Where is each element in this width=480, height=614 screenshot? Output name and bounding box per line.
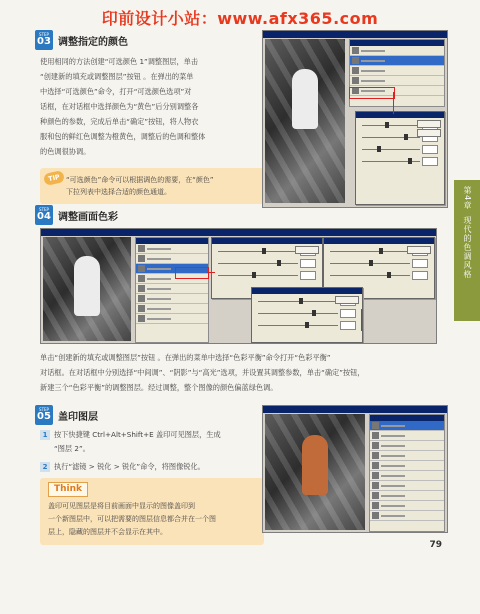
layer-row: [136, 284, 208, 294]
window-titlebar: [263, 406, 447, 413]
step-03-title: 调整指定的颜色: [58, 36, 128, 48]
layer-row: [370, 441, 444, 451]
layer-row-selected: [370, 421, 444, 431]
dialog-button: [417, 120, 441, 128]
layer-row: [350, 76, 444, 86]
step-05-screenshot: [262, 405, 448, 533]
chapter-side-tab: [454, 180, 480, 321]
step-label: STEP: [39, 207, 49, 212]
slider-row: [362, 157, 438, 166]
window-titlebar: [41, 229, 436, 236]
step-04-heading: [35, 205, 118, 225]
tip-badge: TIP: [43, 170, 65, 186]
layer-row: [350, 46, 444, 56]
highlight-box: [349, 87, 395, 99]
layer-row: [136, 244, 208, 254]
layer-row-selected: [350, 56, 444, 66]
step-05-item-2: [40, 460, 255, 474]
body-line: 使用相同的方法创建“可选颜色 1”调整图层，单击: [40, 57, 199, 66]
body-line: 中选择“可选颜色”命令，打开“可选颜色选项”对: [40, 87, 192, 96]
body-line: 服和包的鲜红色调整为橙黄色，调整后的色调和整体: [40, 132, 206, 141]
step-05-heading: [35, 405, 98, 425]
layer-row: [136, 294, 208, 304]
layer-row: [136, 314, 208, 324]
step-number: 05: [37, 411, 51, 422]
page-number: 79: [429, 540, 442, 550]
layer-row: [136, 304, 208, 314]
dialog-titlebar: [252, 288, 362, 294]
slider-row: [330, 259, 428, 268]
layer-row: [370, 461, 444, 471]
photo-preview: [43, 237, 131, 341]
layer-row: [370, 451, 444, 461]
body-line: 新建三个“色彩平衡”的调整图层。经过调整，整个图像的颜色偏蓝绿色调。: [40, 383, 278, 392]
layer-row: [370, 491, 444, 501]
layer-row: [370, 431, 444, 441]
photo-figure: [74, 256, 100, 316]
layer-row: [370, 481, 444, 491]
callout-line: [207, 272, 215, 273]
step-04-badge: [35, 205, 53, 225]
step-03-body: [40, 54, 250, 159]
step-03-tip-box: [40, 168, 280, 204]
dialog-titlebar: [356, 112, 444, 118]
step-04-title: 调整画面色彩: [58, 211, 118, 223]
body-line: 的色调很协调。: [40, 147, 91, 156]
item-line: 按下快捷键 Ctrl+Alt+Shift+E 盖印可见图层，生成: [54, 430, 221, 439]
step-label: STEP: [39, 32, 49, 37]
chapter-label: 第4章: [463, 186, 472, 211]
photo-preview: [265, 39, 345, 203]
callout-line: [393, 92, 394, 114]
slider-row: [218, 271, 316, 280]
think-label: Think: [48, 482, 88, 497]
step-number: 03: [37, 36, 51, 47]
step-05-badge: [35, 405, 53, 425]
step-03-screenshot: [262, 30, 448, 208]
layers-panel: [135, 237, 209, 343]
step-05-item-1: [40, 428, 255, 456]
color-balance-dialog-highlights: [251, 287, 363, 343]
step-04-screenshot: [40, 228, 437, 344]
dialog-titlebar: [212, 238, 322, 244]
watermark-text: 印前设计小站：www.afx365.com: [101, 9, 379, 28]
dialog-button: [335, 296, 359, 304]
photo-figure: [292, 69, 318, 129]
step-05-title: 盖印图层: [58, 411, 98, 423]
body-line: “创建新的填充或调整图层”按钮 。在弹出的菜单: [40, 72, 194, 81]
layer-row: [350, 66, 444, 76]
layer-row: [136, 254, 208, 264]
item-line: 执行“滤镜 > 锐化 > 锐化”命令，将图像锐化。: [54, 462, 205, 471]
dialog-button: [417, 129, 441, 137]
dialog-titlebar: [324, 238, 434, 244]
slider-row: [218, 259, 316, 268]
callout-line: [361, 309, 362, 331]
slider-row: [362, 145, 438, 154]
tip-line: “可选颜色”命令可以根据调色的需要，在“颜色”: [66, 176, 214, 184]
dialog-button: [295, 246, 319, 254]
photo-preview: [265, 414, 365, 530]
slider-row: [258, 321, 356, 330]
chapter-title: 现代的色调风格: [463, 216, 472, 280]
step-03-badge: [35, 30, 53, 50]
layer-row: [370, 511, 444, 521]
item-line: “图层 2”。: [54, 444, 90, 453]
body-line: 种颜色的参数，完成后单击“确定”按钮，将人物衣: [40, 117, 199, 126]
dialog-button: [407, 246, 431, 254]
layers-panel: [369, 414, 445, 532]
body-line: 话框，在对话框中选择颜色为“黄色”后分别调整各: [40, 102, 199, 111]
highlight-box: [175, 267, 209, 279]
layer-row: [370, 501, 444, 511]
step-label: STEP: [39, 407, 49, 412]
body-line: 单击“创建新的填充或调整图层”按钮 。在弹出的菜单中选择“色彩平衡”命令打开“色彩平衡”: [40, 353, 331, 362]
think-line: 层上，隐藏的图层并不会显示在其中。: [48, 528, 167, 536]
photo-figure: [302, 435, 328, 495]
think-line: 盖印可见图层是将目前画面中显示的图像盖印到: [48, 502, 195, 510]
body-line: 对话框。在对话框中分别选择“中间调”、“阴影”与“高光”选项，并设置其调整参数，单击“确定”按钮，: [40, 368, 365, 377]
item-number: 2: [40, 462, 50, 472]
layer-row: [370, 471, 444, 481]
selective-color-dialog: [355, 111, 445, 205]
item-number: 1: [40, 430, 50, 440]
think-line: 一个新图层中，可以把需要的图层信息都合并在一个图: [48, 515, 216, 523]
slider-row: [258, 309, 356, 318]
slider-row: [330, 271, 428, 280]
tip-line: 下拉列表中选择合适的颜色通道。: [66, 188, 171, 196]
step-04-body: [40, 350, 440, 395]
step-05-think-box: [40, 478, 264, 545]
step-03-heading: [35, 30, 128, 50]
step-number: 04: [37, 211, 51, 222]
window-titlebar: [263, 31, 447, 38]
